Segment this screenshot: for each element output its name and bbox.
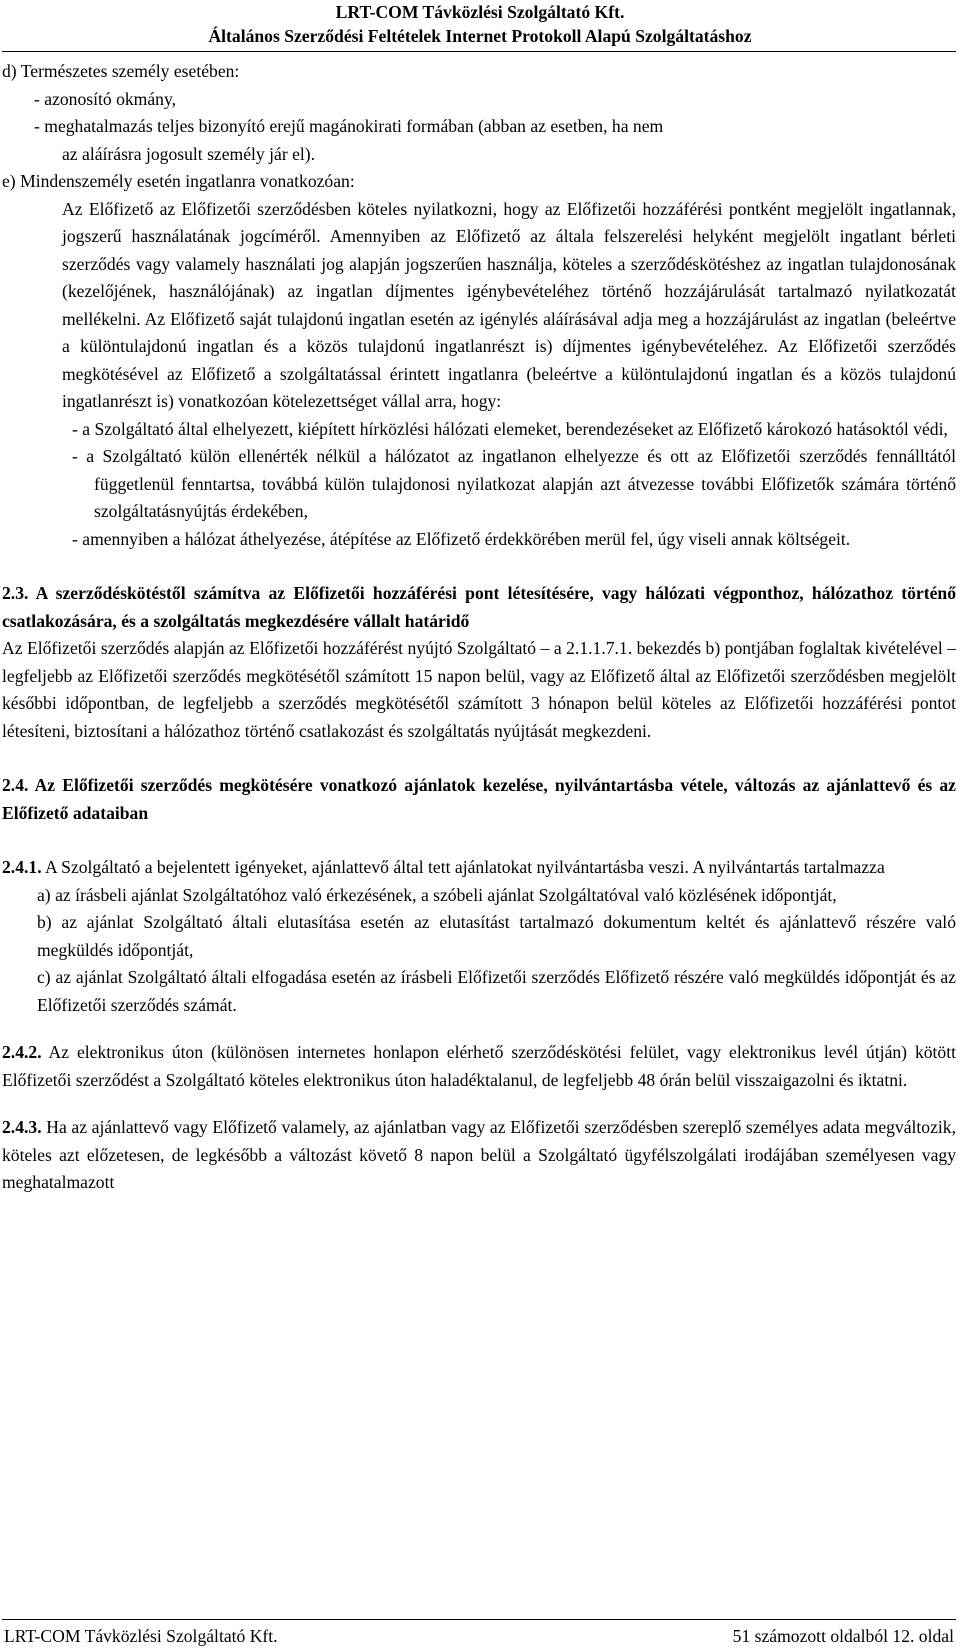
section-2-4-1-a: a) az írásbeli ajánlat Szolgáltatóhoz való érkezésének, a szóbeli ajánlat Szolgáltatóval való közlésének időpontját, — [37, 884, 837, 905]
item-e-dash-1: - a Szolgáltató által elhelyezett, kiépített hírközlési hálózati elemeket, berendezéseket az Előfizető károkozó hatásoktól védi, — [72, 418, 948, 439]
spacer — [2, 1019, 956, 1039]
page-header — [0, 0, 960, 48]
item-d-sub-2: - meghatalmazás teljes bizonyító erejű magánokirati formában (abban az esetben, ha nem — [34, 116, 664, 136]
spacer — [2, 827, 956, 854]
item-e-title: e) Mindenszemély esetén ingatlanra vonatkozóan: — [2, 171, 355, 191]
item-d-sub-2-cont: az aláírásra jogosult személy jár el). — [62, 143, 316, 164]
section-2-4-1 — [2, 854, 956, 882]
section-2-4-1-b: b) az ajánlat Szolgáltató általi elutasítása esetén az elutasítást tartalmazó dokumentum keltét és ajánlattevő részére való megküldés időpontját, — [37, 912, 956, 960]
section-2-4-2 — [2, 1039, 956, 1094]
section-2-4-1-c: c) az ajánlat Szolgáltató általi elfogadása esetén az írásbeli Előfizetői szerződés Előfizető részére való megküldés időpontját és az Előfizetői szerződés számát. — [37, 967, 956, 1015]
page-footer — [2, 1619, 956, 1649]
section-2-3-heading: 2.3. A szerződéskötéstől számítva az Előfizetői hozzáférési pont létesítésére, vagy hálózati végponthoz, hálózathoz történő csatlakozására, és a szolgáltatás megkezdésére vállalt határidő — [2, 583, 956, 631]
footer-company: LRT-COM Távközlési Szolgáltató Kft. — [4, 1626, 278, 1646]
spacer — [2, 745, 956, 772]
section-2-4-3 — [2, 1114, 956, 1197]
page-body — [2, 58, 956, 1197]
section-2-4-heading: 2.4. Az Előfizetői szerződés megkötésére vonatkozó ajánlatok kezelése, nyilvántartásba vétele, változás az ajánlattevő és az Előfizető adataiban — [2, 775, 956, 823]
item-e-dash-3: - amennyiben a hálózat áthelyezése, átépítése az Előfizető érdekkörében merül fel, úgy viseli annak költségeit. — [72, 528, 851, 549]
section-2-4-1-number: 2.4.1. — [2, 857, 42, 877]
section-2-4-3-text: Ha az ajánlattevő vagy Előfizető valamely, az ajánlatban vagy az Előfizetői szerződésben szereplő személyes adata megváltozik, köteles azt előzetesen, de legkésőbb a változást követő 8 napon belül a Szolgáltató ügyfélszolgálati irodájában személyesen vagy meghatalmazott — [2, 1117, 956, 1192]
item-d-title: d) Természetes személy esetében: — [2, 61, 240, 81]
section-2-4-2-text: Az elektronikus úton (különösen internetes honlapon elérhető szerződéskötési felület, vagy elektronikus levél útján) kötött Előfizetői szerződést a Szolgáltató köteles elektronikus úton haladéktalanul, de legfeljebb 48 órán belül visszaigazolni és iktatni. — [2, 1042, 956, 1090]
footer-rule — [2, 1619, 956, 1620]
section-2-4-2-number: 2.4.2. — [2, 1042, 42, 1062]
item-e-paragraph: Az Előfizető az Előfizetői szerződésben köteles nyilatkozni, hogy az Előfizetői hozzáférési pontként megjelölt ingatlannak, jogszerű használatának jogcíméről. Amennyiben az Előfizető az általa felszerelési helyként megjelölt ingatlant bérleti szerződés vagy valamely használati jog alapján jogszerűen használja, köteles a szerződéskötéshez az ingatlan tulajdonosának (kezelőjének, használójának) az ingatlan díjmentes igénybevételéhez történő hozzájárulását tartalmazó nyilatkozatát mellékelni. Az Előfizető saját tulajdonú ingatlan esetén az igénylés aláírásával adja meg a hozzájárulást az ingatlan (beleértve a különtulajdonú ingatlan és a közös tulajdonú ingatlanrészt is) díjmentes igénybevételéhez. Az Előfizetői szerződés megkötésével az Előfizető a szolgáltatással érintett ingatlanra (beleértve a különtulajdonú ingatlan és a közös tulajdonú ingatlanrészt is) vonatkozóan kötelezettséget vállal arra, hogy: — [62, 198, 956, 411]
header-rule — [2, 51, 956, 52]
item-d-sub-1: - azonosító okmány, — [34, 88, 177, 109]
section-2-4-3-number: 2.4.3. — [2, 1117, 42, 1137]
item-e-dash-2: - a Szolgáltató külön ellenérték nélkül a hálózatot az ingatlanon elhelyezze és ott az Előfizetői szerződés fennálltától függetlenül fenntartsa, továbbá külön tulajdonosi nyilatkozat alapján azt átvezesse további Előfizetők számára történő szolgáltatásnyújtás érdekében, — [72, 446, 956, 521]
section-2-3-body: Az Előfizetői szerződés alapján az Előfizetői hozzáférést nyújtó Szolgáltató – a 2.1.1.7.1. bekezdés b) pontjában foglaltak kivételével – legfeljebb az Előfizetői szerződés megkötésétől számított 15 napon belül, vagy az Előfizető által az Előfizetői szerződésben megjelölt későbbi időpontban, de legfeljebb a szerződés megkötésétől számított 3 hónapon belül köteles az Előfizetői hozzáférési pontot létesíteni, biztosítani a hálózathoz történő csatlakozást és szolgáltatás nyújtását megkezdeni. — [2, 638, 956, 741]
spacer — [2, 1094, 956, 1114]
spacer — [2, 553, 956, 580]
header-document-title: Általános Szerződési Feltételek Internet Protokoll Alapú Szolgáltatáshoz — [208, 26, 752, 46]
footer-page-number: 51 számozott oldalból 12. oldal — [732, 1626, 954, 1646]
header-company: LRT-COM Távközlési Szolgáltató Kft. — [335, 2, 625, 22]
section-2-4-1-text: A Szolgáltató a bejelentett igényeket, ajánlattevő által tett ajánlatokat nyilvántartásba veszi. A nyilvántartás tartalmazza — [41, 857, 885, 877]
